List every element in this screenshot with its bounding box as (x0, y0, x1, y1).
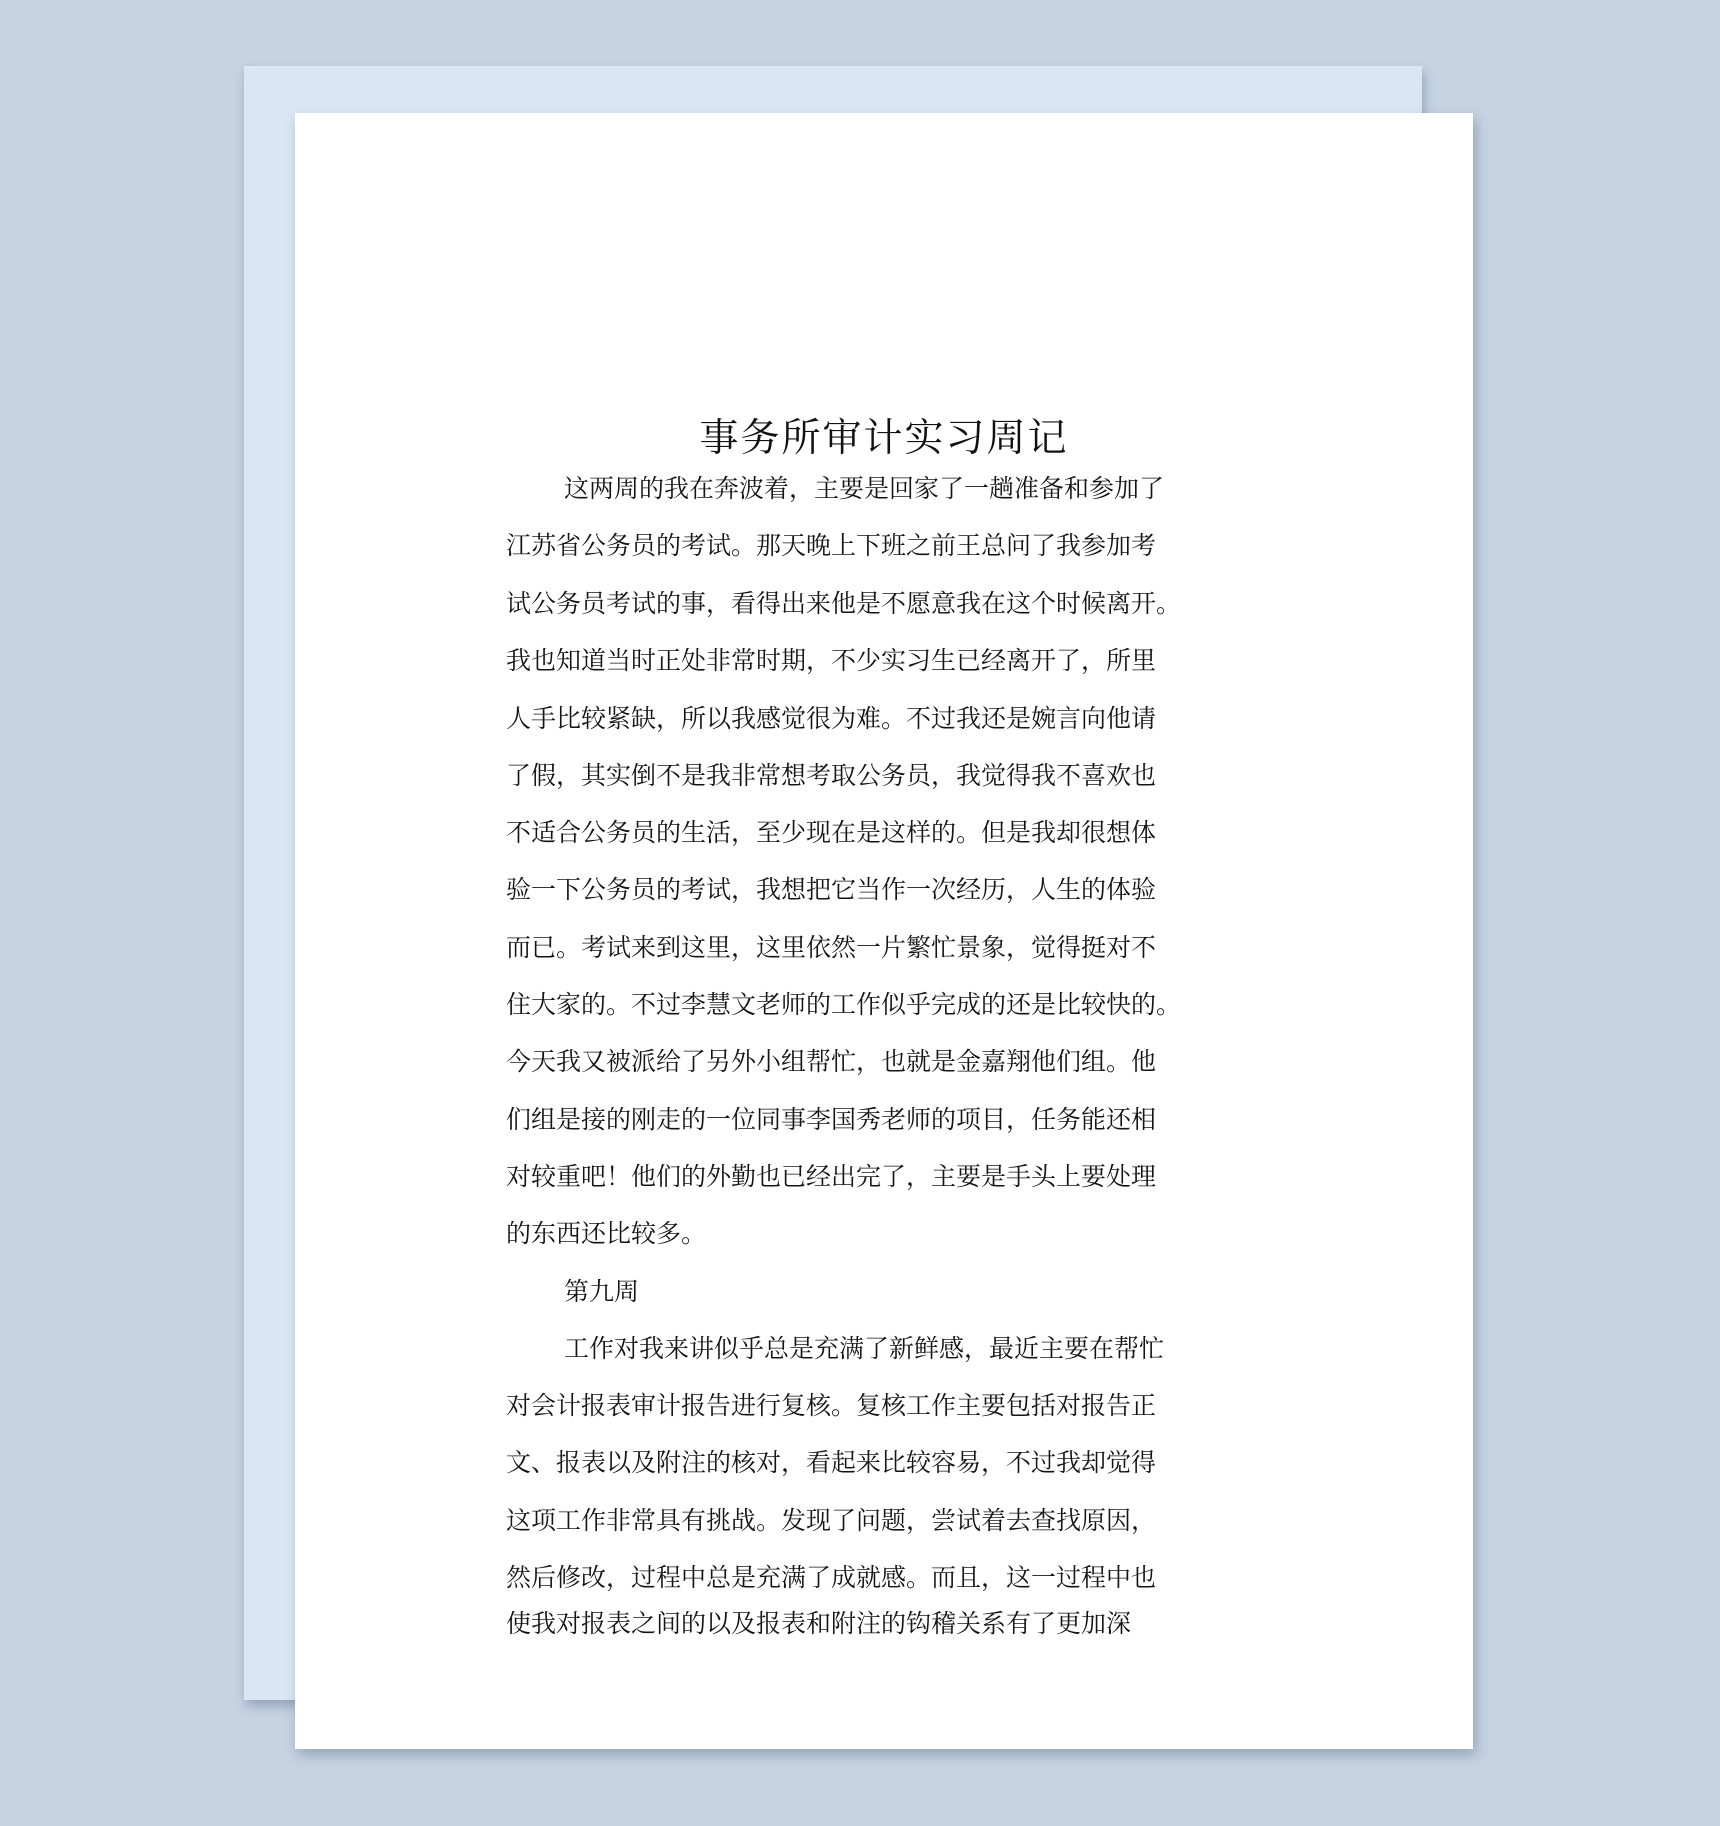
paragraph-line: 工作对我来讲似乎总是充满了新鲜感，最近主要在帮忙 (564, 1334, 1165, 1363)
paragraph-line: 文、报表以及附注的核对，看起来比较容易，不过我却觉得 (506, 1448, 1157, 1477)
paragraph-line: 住大家的。不过李慧文老师的工作似乎完成的还是比较快的。 (506, 990, 1182, 1019)
paragraph-line: 我也知道当时正处非常时期，不少实习生已经离开了，所里 (506, 646, 1157, 675)
paragraph-line: 今天我又被派给了另外小组帮忙，也就是金嘉翔他们组。他 (506, 1047, 1157, 1076)
paragraph-line: 对较重吧！他们的外勤也已经出完了，主要是手头上要处理 (506, 1162, 1157, 1191)
paragraph-line: 然后修改，过程中总是充满了成就感。而且，这一过程中也 (506, 1563, 1157, 1592)
paragraph-line: 了假，其实倒不是我非常想考取公务员，我觉得我不喜欢也 (506, 761, 1157, 790)
paragraph-line: 而已。考试来到这里，这里依然一片繁忙景象，觉得挺对不 (506, 933, 1157, 962)
paragraph-line: 对会计报表审计报告进行复核。复核工作主要包括对报告正 (506, 1391, 1157, 1420)
paragraph-line: 这项工作非常具有挑战。发现了问题，尝试着去查找原因， (506, 1506, 1157, 1535)
paragraph-line: 不适合公务员的生活，至少现在是这样的。但是我却很想体 (506, 818, 1157, 847)
paragraph-line: 使我对报表之间的以及报表和附注的钩稽关系有了更加深 (506, 1609, 1132, 1638)
document-title: 事务所审计实习周记 (699, 416, 1069, 461)
paragraph-line: 试公务员考试的事，看得出来他是不愿意我在这个时候离开。 (506, 589, 1182, 618)
paragraph-line: 江苏省公务员的考试。那天晚上下班之前王总问了我参加考 (506, 531, 1157, 560)
paragraph-line: 人手比较紧缺，所以我感觉很为难。不过我还是婉言向他请 (506, 704, 1157, 733)
document-page (295, 113, 1473, 1749)
paragraph-line: 验一下公务员的考试，我想把它当作一次经历，人生的体验 (506, 875, 1157, 904)
paragraph-line: 这两周的我在奔波着，主要是回家了一趟准备和参加了 (564, 474, 1165, 503)
paragraph-line: 的东西还比较多。 (506, 1219, 707, 1248)
paragraph-line: 们组是接的刚走的一位同事李国秀老师的项目，任务能还相 (506, 1105, 1157, 1134)
section-heading: 第九周 (564, 1277, 640, 1306)
